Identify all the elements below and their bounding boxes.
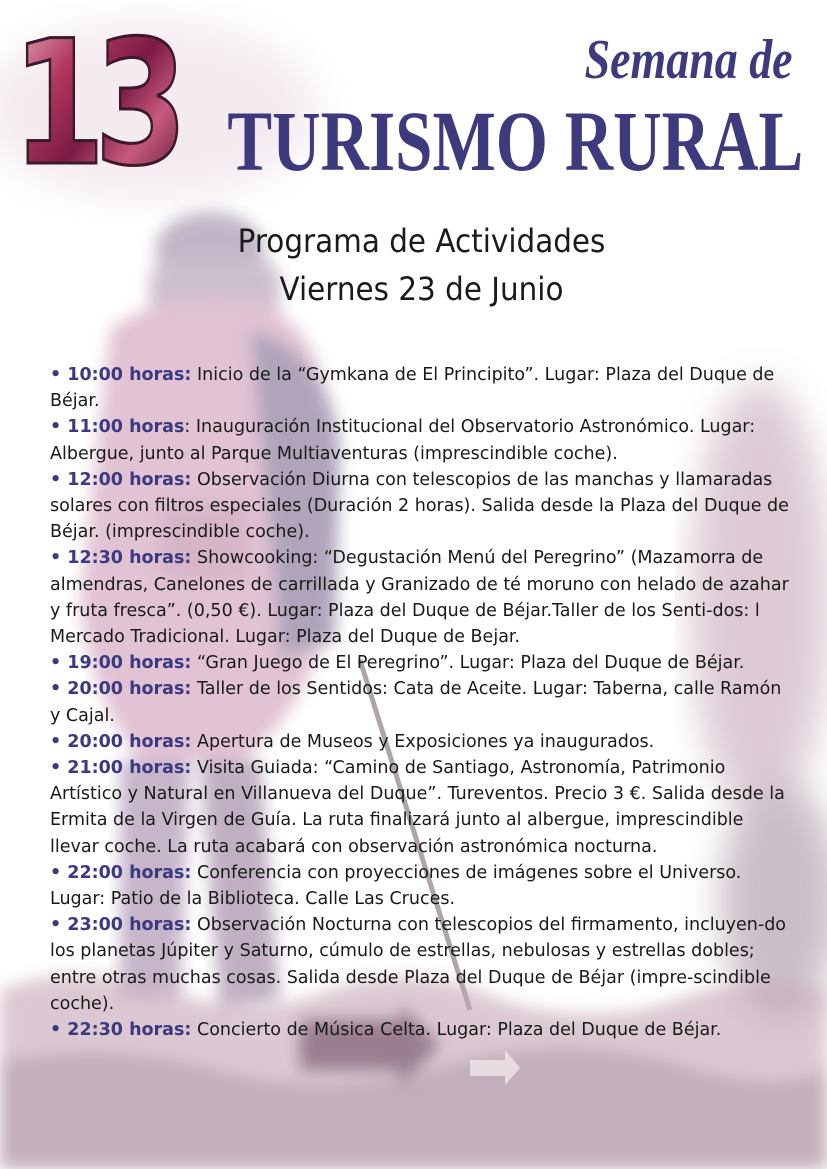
activity-time: • 19:00 horas:	[50, 653, 192, 674]
activity-time: • 20:00 horas:	[50, 731, 192, 752]
activity-description: Observación Nocturna con telescopios del firmamento, incluyen-do los planetas Júpiter y Saturno, cúmulo de estrellas, nebulosas y estrellas dobles; entre otras muchas cosas. Salida desde Plaza del Duque de Béjar (impre-scindible coche).	[50, 915, 787, 1014]
activity-item	[50, 729, 796, 755]
activity-description: Apertura de Museos y Exposiciones ya inaugurados.	[191, 731, 655, 752]
activity-item	[50, 467, 796, 546]
activity-description: Conferencia con proyecciones de imágenes sobre el Universo. Lugar: Patio de la Biblioteca. Calle Las Cruces.	[50, 862, 742, 910]
activity-item	[50, 362, 796, 414]
activity-time: • 21:00 horas:	[50, 758, 192, 779]
activity-description: Observación Diurna con telescopios de las manchas y llamaradas solares con filtros especiales (Duración 2 horas). Salida desde la Plaza del Duque de Béjar. (imprescindible coche).	[50, 469, 789, 543]
activity-description: “Gran Juego de El Peregrino”. Lugar: Plaza del Duque de Béjar.	[191, 653, 745, 674]
turismo-rural-title: TURISMO RURAL	[227, 93, 803, 189]
activity-item	[50, 676, 796, 728]
activity-time: • 12:30 horas:	[50, 548, 192, 569]
date-heading: Viernes 23 de Junio	[279, 270, 564, 308]
programa-heading: Programa de Actividades	[237, 222, 606, 260]
activity-list	[50, 362, 796, 1043]
activity-time: • 10:00 horas:	[50, 365, 192, 385]
activity-item	[50, 912, 796, 1017]
activity-time: • 23:00 horas:	[50, 915, 192, 936]
activity-time: • 22:00 horas:	[50, 862, 192, 883]
activity-time: • 11:00 horas	[50, 417, 185, 438]
activity-time: • 20:00 horas:	[50, 679, 192, 700]
activity-description: Showcooking: “Degustación Menú del Peregrino” (Mazamorra de almendras, Canelones de carrillada y Granizado de té moruno con helado de azahar y fruta fresca”. (0,50 €). Lugar: Plaza del Duque de Béjar.Taller de los Senti-dos: l Mercado Tradicional. Lugar: Plaza del Duque de Bejar.	[50, 548, 789, 648]
activity-item	[50, 414, 796, 466]
activity-description: Taller de los Sentidos: Cata de Aceite. Lugar: Taberna, calle Ramón y Cajal.	[50, 679, 782, 726]
activity-item	[50, 1017, 796, 1043]
activity-item	[50, 545, 796, 650]
edition-number: 13	[12, 3, 177, 204]
activity-description: Inicio de la “Gymkana de El Principito”. Lugar: Plaza del Duque de Béjar.	[50, 365, 775, 412]
activity-description: : Inauguración Institucional del Observatorio Astronómico. Lugar: Albergue, junto al Parque Multiaventuras (imprescindible coche).	[50, 417, 756, 464]
activity-item	[50, 755, 796, 860]
activity-item	[50, 860, 796, 912]
activity-time: • 12:00 horas:	[50, 469, 192, 490]
semana-de-heading: Semana de	[585, 29, 793, 91]
activity-item	[50, 650, 796, 676]
activity-description: Concierto de Música Celta. Lugar: Plaza del Duque de Béjar.	[191, 1020, 722, 1041]
activity-description: Visita Guiada: “Camino de Santiago, Astronomía, Patrimonio Artístico y Natural en Villanueva del Duque”. Tureventos. Precio 3 €. Salida desde la Ermita de la Virgen de Guía. La ruta finalizará junto al albergue, imprescindible llevar coche. La ruta acabará con observación astronómica nocturna.	[50, 758, 785, 857]
activity-time: • 22:30 horas:	[50, 1020, 192, 1041]
